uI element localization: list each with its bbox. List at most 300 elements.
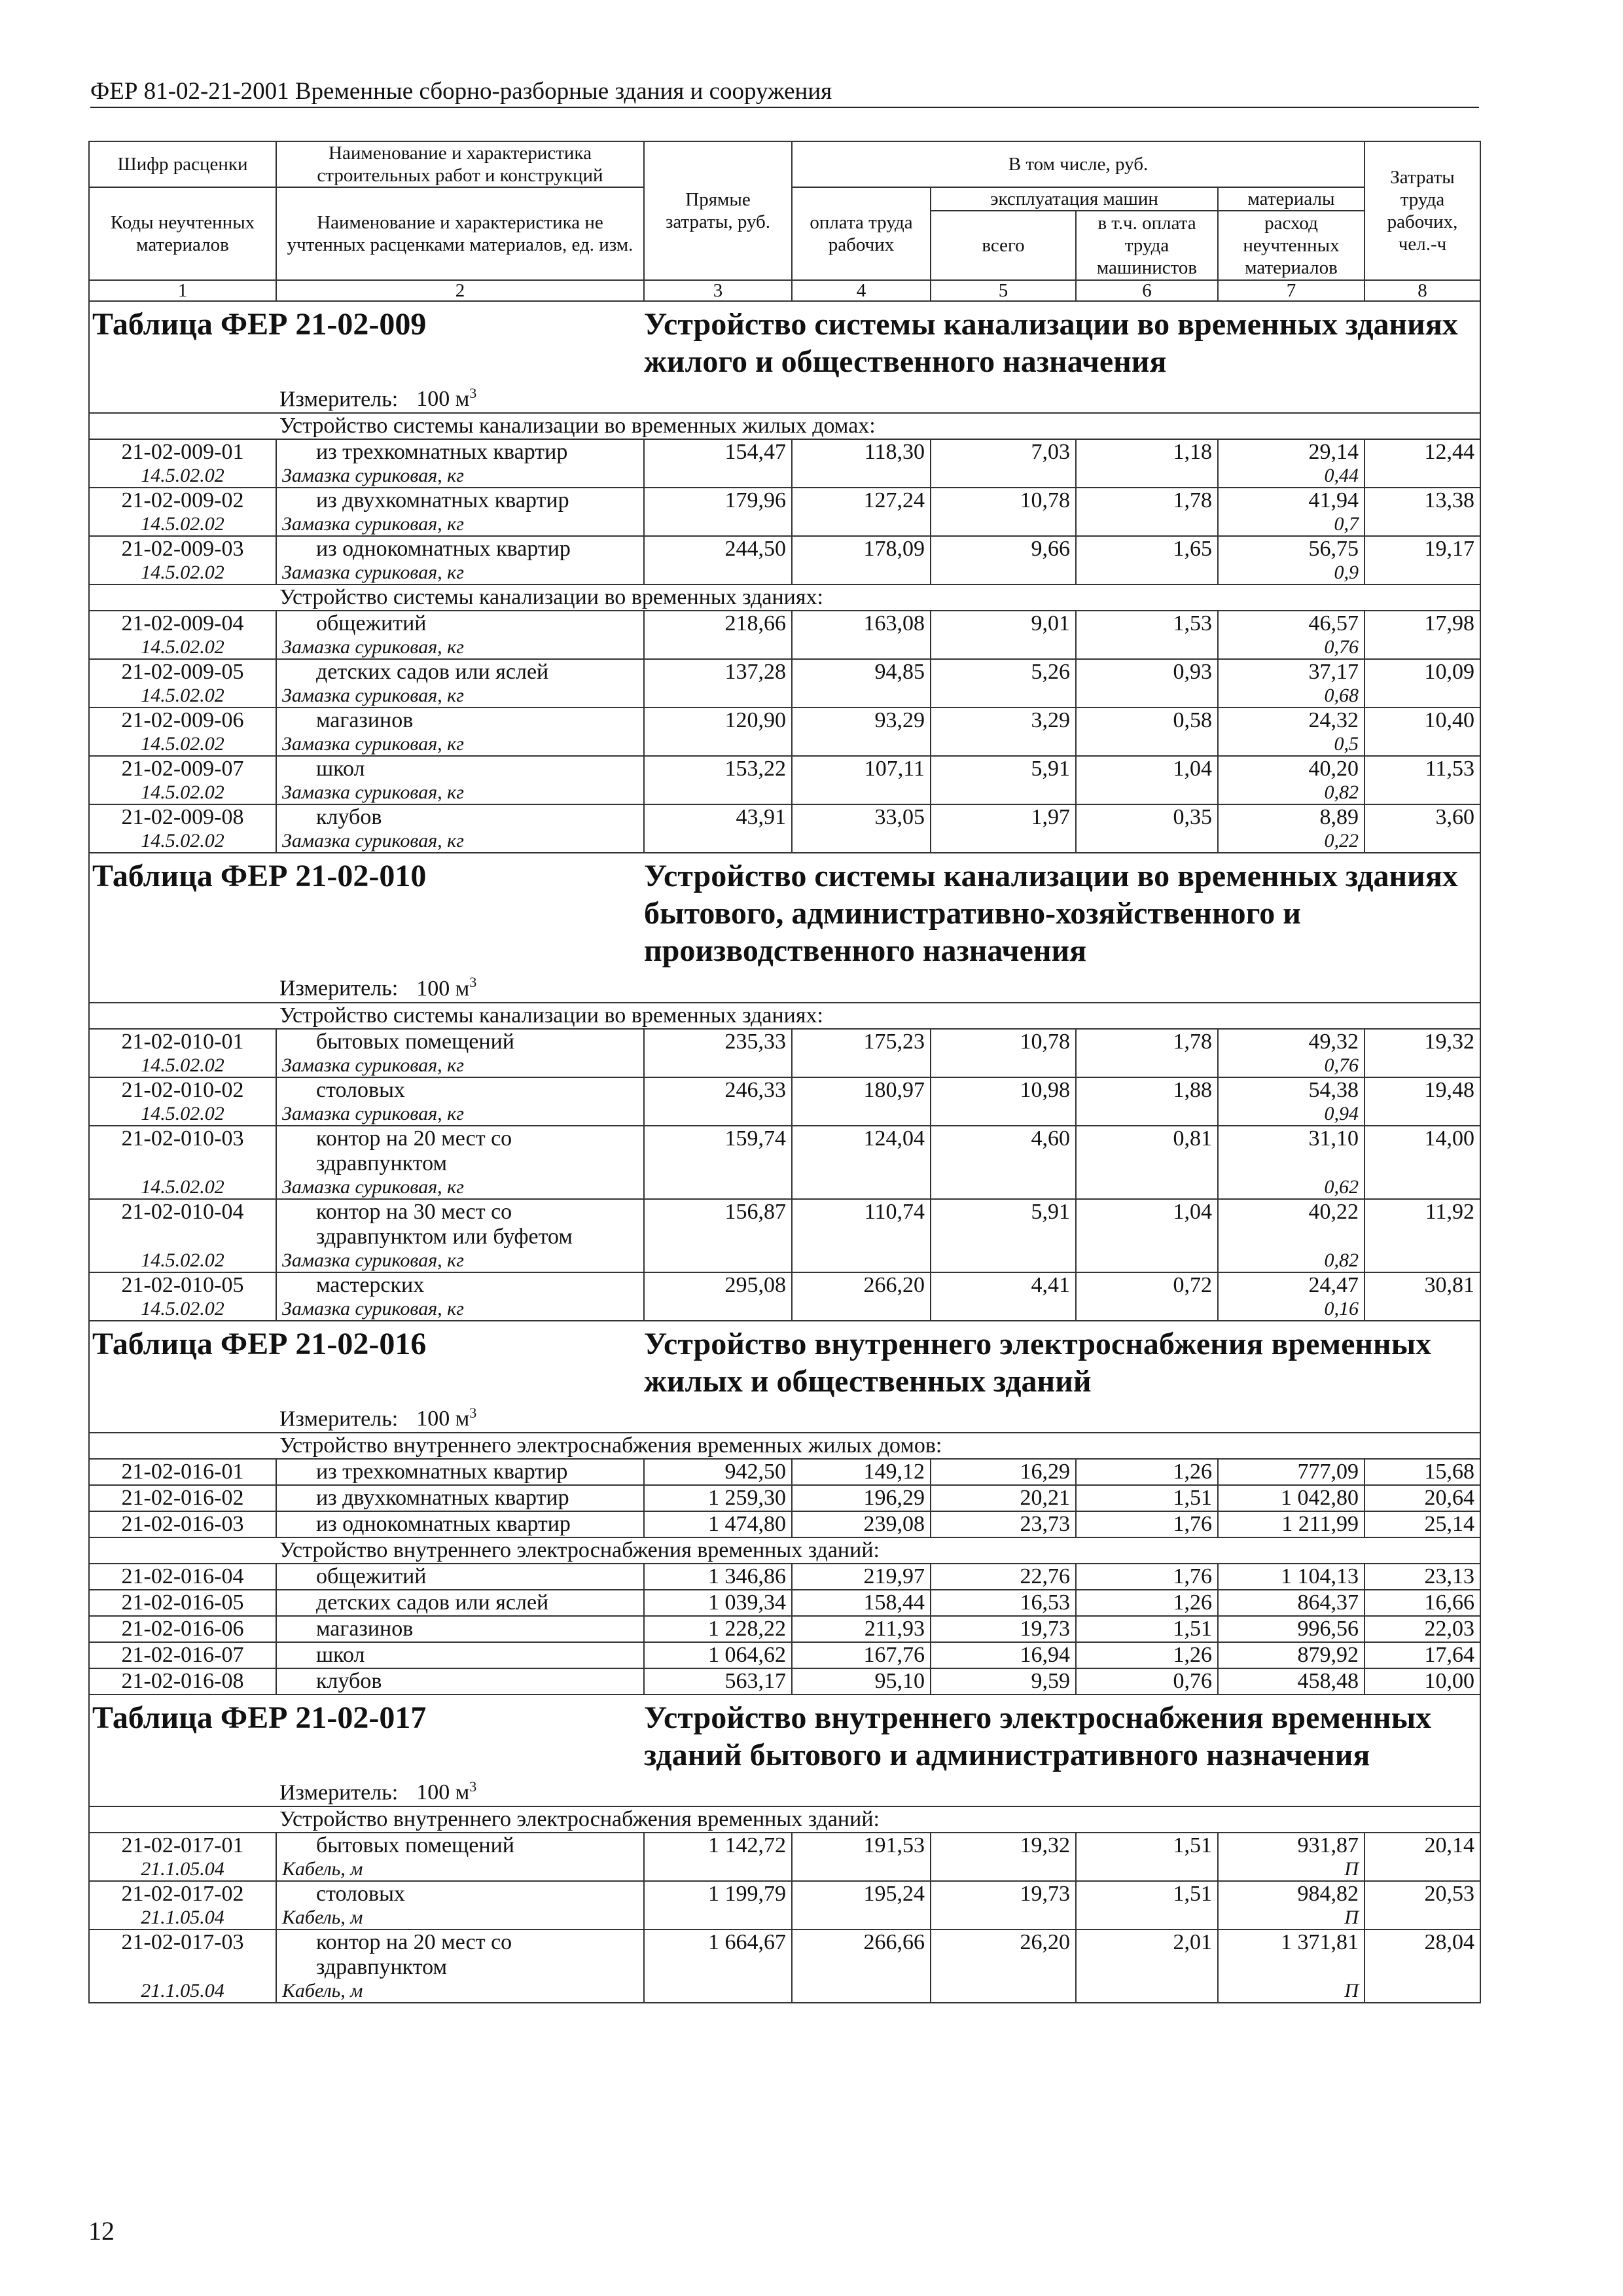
table-row bbox=[89, 1564, 1480, 1590]
material-qty: 0,76 bbox=[1218, 1054, 1364, 1077]
work-name: магазинов bbox=[276, 1616, 644, 1642]
empty-cell bbox=[931, 1249, 1076, 1272]
empty-cell bbox=[644, 685, 792, 708]
table-row bbox=[89, 1485, 1480, 1511]
empty-cell bbox=[931, 1298, 1076, 1321]
measure-value: 100 м bbox=[416, 387, 470, 412]
rate-code: 21-02-016-03 bbox=[89, 1511, 276, 1537]
labor-hours: 3,60 bbox=[1364, 804, 1480, 830]
col-num: 7 bbox=[1218, 280, 1364, 301]
direct-costs: 295,08 bbox=[644, 1272, 792, 1298]
material-qty: 0,76 bbox=[1218, 636, 1364, 659]
machines-total: 9,59 bbox=[931, 1668, 1076, 1695]
table-row bbox=[89, 1590, 1480, 1616]
labor-hours: 13,38 bbox=[1364, 488, 1480, 513]
labor-pay: 266,20 bbox=[792, 1272, 931, 1298]
materials-cost: 24,47 bbox=[1218, 1272, 1364, 1298]
empty-cell bbox=[1076, 636, 1218, 659]
labor-pay: 178,09 bbox=[792, 536, 931, 562]
measure-cell bbox=[89, 1400, 1480, 1433]
empty-cell bbox=[792, 1054, 931, 1077]
direct-costs: 244,50 bbox=[644, 536, 792, 562]
material-qty: П bbox=[1218, 1907, 1364, 1929]
material-name: Замазка суриковая, кг bbox=[276, 1054, 644, 1077]
measure-value: 100 м bbox=[416, 1780, 470, 1805]
table-title: Устройство внутреннего электроснабжения временных жилых и общественных зданий bbox=[644, 1321, 1480, 1400]
empty-cell bbox=[931, 830, 1076, 853]
work-name: бытовых помещений bbox=[276, 1029, 644, 1054]
labor-hours: 20,64 bbox=[1364, 1485, 1480, 1511]
table-row bbox=[89, 1881, 1480, 1907]
head-code: Шифр расценки bbox=[89, 141, 276, 187]
empty-cell bbox=[792, 1176, 931, 1199]
table-title-row bbox=[89, 1321, 1480, 1400]
empty-cell bbox=[644, 1176, 792, 1199]
table-row bbox=[89, 1511, 1480, 1537]
empty-cell bbox=[644, 1054, 792, 1077]
empty-cell bbox=[792, 513, 931, 536]
labor-hours: 15,68 bbox=[1364, 1459, 1480, 1485]
machines-total: 5,91 bbox=[931, 1199, 1076, 1249]
empty-cell bbox=[1076, 1298, 1218, 1321]
rate-code: 21-02-010-02 bbox=[89, 1077, 276, 1103]
material-code: 14.5.02.02 bbox=[89, 513, 276, 536]
empty-cell bbox=[792, 733, 931, 756]
materials-cost: 37,17 bbox=[1218, 659, 1364, 685]
materials-cost: 1 104,13 bbox=[1218, 1564, 1364, 1590]
labor-pay: 127,24 bbox=[792, 488, 931, 513]
direct-costs: 1 474,80 bbox=[644, 1511, 792, 1537]
material-name: Замазка суриковая, кг bbox=[276, 1298, 644, 1321]
empty-cell bbox=[1364, 733, 1480, 756]
material-name: Замазка суриковая, кг bbox=[276, 562, 644, 584]
machines-total: 16,53 bbox=[931, 1590, 1076, 1616]
machines-total: 22,76 bbox=[931, 1564, 1076, 1590]
empty-cell bbox=[792, 562, 931, 584]
table-row bbox=[89, 611, 1480, 636]
direct-costs: 1 199,79 bbox=[644, 1881, 792, 1907]
col-num: 3 bbox=[644, 280, 792, 301]
col-num: 1 bbox=[89, 280, 276, 301]
machinist-pay: 1,04 bbox=[1076, 756, 1218, 781]
direct-costs: 246,33 bbox=[644, 1077, 792, 1103]
machines-total: 3,29 bbox=[931, 708, 1076, 733]
work-name: детских садов или яслей bbox=[276, 1590, 644, 1616]
work-name: контор на 20 мест со здравпунктом bbox=[276, 1126, 644, 1176]
section-title: Устройство системы канализации во временных зданиях: bbox=[89, 1003, 1480, 1029]
measure-sup: 3 bbox=[469, 974, 477, 991]
direct-costs: 120,90 bbox=[644, 708, 792, 733]
labor-pay: 163,08 bbox=[792, 611, 931, 636]
head-hours: Затраты труда рабочих, чел.-ч bbox=[1364, 141, 1480, 280]
materials-cost: 1 042,80 bbox=[1218, 1485, 1364, 1511]
labor-hours: 10,00 bbox=[1364, 1668, 1480, 1695]
material-qty: 0,68 bbox=[1218, 685, 1364, 708]
empty-cell bbox=[1364, 562, 1480, 584]
section-row bbox=[89, 584, 1480, 611]
labor-pay: 95,10 bbox=[792, 1668, 931, 1695]
section-row bbox=[89, 1003, 1480, 1029]
material-name: Замазка суриковая, кг bbox=[276, 830, 644, 853]
work-name: из двухкомнатных квартир bbox=[276, 488, 644, 513]
labor-pay: 196,29 bbox=[792, 1485, 931, 1511]
material-qty: 0,94 bbox=[1218, 1103, 1364, 1126]
head-mat-qty: расход неучтенных материалов bbox=[1218, 211, 1364, 280]
measure-label: Измеритель: bbox=[279, 1780, 399, 1805]
table-title-row bbox=[89, 1695, 1480, 1774]
materials-cost: 31,10 bbox=[1218, 1126, 1364, 1176]
measure-cell bbox=[89, 1774, 1480, 1806]
table-code: Таблица ФЕР 21-02-009 bbox=[89, 301, 644, 380]
empty-cell bbox=[1364, 1103, 1480, 1126]
empty-cell bbox=[931, 1103, 1076, 1126]
measure-label: Измеритель: bbox=[279, 387, 399, 412]
table-row bbox=[89, 708, 1480, 733]
direct-costs: 154,47 bbox=[644, 439, 792, 465]
empty-cell bbox=[1076, 685, 1218, 708]
work-name: контор на 30 мест со здравпунктом или буфетом bbox=[276, 1199, 644, 1249]
empty-cell bbox=[931, 513, 1076, 536]
rate-code: 21-02-016-04 bbox=[89, 1564, 276, 1590]
machines-total: 9,66 bbox=[931, 536, 1076, 562]
work-name: из однокомнатных квартир bbox=[276, 1511, 644, 1537]
direct-costs: 1 346,86 bbox=[644, 1564, 792, 1590]
empty-cell bbox=[644, 562, 792, 584]
empty-cell bbox=[644, 830, 792, 853]
head-group: В том числе, руб. bbox=[792, 141, 1364, 187]
direct-costs: 179,96 bbox=[644, 488, 792, 513]
machinist-pay: 1,51 bbox=[1076, 1833, 1218, 1858]
measure-row bbox=[89, 380, 1480, 413]
material-code: 14.5.02.02 bbox=[89, 562, 276, 584]
material-name: Замазка суриковая, кг bbox=[276, 1176, 644, 1199]
head-direct: Прямые затраты, руб. bbox=[644, 141, 792, 280]
labor-pay: 180,97 bbox=[792, 1077, 931, 1103]
measure-row bbox=[89, 1400, 1480, 1433]
table-row bbox=[89, 1199, 1480, 1249]
page-number: 12 bbox=[88, 2216, 115, 2246]
machinist-pay: 0,58 bbox=[1076, 708, 1218, 733]
labor-hours: 12,44 bbox=[1364, 439, 1480, 465]
rate-code: 21-02-009-01 bbox=[89, 439, 276, 465]
head-mach-labor: в т.ч. оплата труда машинистов bbox=[1076, 211, 1218, 280]
work-name: школ bbox=[276, 1642, 644, 1668]
machinist-pay: 1,51 bbox=[1076, 1616, 1218, 1642]
material-row bbox=[89, 1907, 1480, 1929]
table-row bbox=[89, 1029, 1480, 1054]
labor-hours: 17,98 bbox=[1364, 611, 1480, 636]
empty-cell bbox=[1364, 465, 1480, 488]
table-title: Устройство системы канализации во временных зданиях бытового, административно-хозяйственного и производственного назначения bbox=[644, 853, 1480, 969]
work-name: школ bbox=[276, 756, 644, 781]
machines-total: 16,29 bbox=[931, 1459, 1076, 1485]
empty-cell bbox=[792, 1858, 931, 1881]
material-row bbox=[89, 465, 1480, 488]
measure-row bbox=[89, 969, 1480, 1002]
materials-cost: 24,32 bbox=[1218, 708, 1364, 733]
empty-cell bbox=[931, 562, 1076, 584]
measure-cell bbox=[89, 380, 1480, 413]
work-name: клубов bbox=[276, 1668, 644, 1695]
direct-costs: 1 064,62 bbox=[644, 1642, 792, 1668]
labor-hours: 19,48 bbox=[1364, 1077, 1480, 1103]
table-row bbox=[89, 804, 1480, 830]
head-row-1 bbox=[89, 141, 1480, 187]
rate-code: 21-02-017-01 bbox=[89, 1833, 276, 1858]
material-name: Кабель, м bbox=[276, 1858, 644, 1881]
material-code: 14.5.02.02 bbox=[89, 465, 276, 488]
rate-code: 21-02-010-04 bbox=[89, 1199, 276, 1249]
labor-pay: 124,04 bbox=[792, 1126, 931, 1176]
labor-pay: 149,12 bbox=[792, 1459, 931, 1485]
machines-total: 20,21 bbox=[931, 1485, 1076, 1511]
table-row bbox=[89, 1126, 1480, 1176]
materials-cost: 1 211,99 bbox=[1218, 1511, 1364, 1537]
machinist-pay: 1,88 bbox=[1076, 1077, 1218, 1103]
rate-code: 21-02-017-02 bbox=[89, 1881, 276, 1907]
materials-cost: 8,89 bbox=[1218, 804, 1364, 830]
machines-total: 10,78 bbox=[931, 1029, 1076, 1054]
material-name: Замазка суриковая, кг bbox=[276, 733, 644, 756]
table-row bbox=[89, 1459, 1480, 1485]
work-name: из трехкомнатных квартир bbox=[276, 1459, 644, 1485]
machines-total: 1,97 bbox=[931, 804, 1076, 830]
labor-hours: 19,32 bbox=[1364, 1029, 1480, 1054]
material-code: 14.5.02.02 bbox=[89, 636, 276, 659]
labor-hours: 23,13 bbox=[1364, 1564, 1480, 1590]
machines-total: 4,60 bbox=[931, 1126, 1076, 1176]
head-materials: материалы bbox=[1218, 187, 1364, 211]
work-name: столовых bbox=[276, 1881, 644, 1907]
materials-cost: 931,87 bbox=[1218, 1833, 1364, 1858]
col-num: 4 bbox=[792, 280, 931, 301]
table-code: Таблица ФЕР 21-02-010 bbox=[89, 853, 644, 969]
work-name: бытовых помещений bbox=[276, 1833, 644, 1858]
machinist-pay: 1,26 bbox=[1076, 1590, 1218, 1616]
empty-cell bbox=[1076, 1103, 1218, 1126]
material-name: Замазка суриковая, кг bbox=[276, 1103, 644, 1126]
machinist-pay: 1,78 bbox=[1076, 1029, 1218, 1054]
labor-pay: 93,29 bbox=[792, 708, 931, 733]
col-num: 5 bbox=[931, 280, 1076, 301]
empty-cell bbox=[644, 1980, 792, 2003]
empty-cell bbox=[931, 1907, 1076, 1929]
machinist-pay: 0,93 bbox=[1076, 659, 1218, 685]
materials-cost: 984,82 bbox=[1218, 1881, 1364, 1907]
material-code: 14.5.02.02 bbox=[89, 781, 276, 804]
table-row bbox=[89, 1929, 1480, 1980]
materials-cost: 40,20 bbox=[1218, 756, 1364, 781]
empty-cell bbox=[644, 513, 792, 536]
labor-pay: 211,93 bbox=[792, 1616, 931, 1642]
empty-cell bbox=[644, 733, 792, 756]
material-qty: 0,5 bbox=[1218, 733, 1364, 756]
machinist-pay: 1,51 bbox=[1076, 1881, 1218, 1907]
machinist-pay: 0,81 bbox=[1076, 1126, 1218, 1176]
head-mach-total: всего bbox=[931, 211, 1076, 280]
table-row bbox=[89, 488, 1480, 513]
machinist-pay: 1,04 bbox=[1076, 1199, 1218, 1249]
labor-hours: 10,40 bbox=[1364, 708, 1480, 733]
empty-cell bbox=[1076, 830, 1218, 853]
empty-cell bbox=[1364, 1907, 1480, 1929]
material-row bbox=[89, 513, 1480, 536]
work-name: из трехкомнатных квартир bbox=[276, 439, 644, 465]
empty-cell bbox=[792, 1249, 931, 1272]
work-name: общежитий bbox=[276, 1564, 644, 1590]
rate-code: 21-02-017-03 bbox=[89, 1929, 276, 1980]
rate-code: 21-02-016-08 bbox=[89, 1668, 276, 1695]
empty-cell bbox=[1364, 1176, 1480, 1199]
empty-cell bbox=[1364, 1054, 1480, 1077]
empty-cell bbox=[644, 1249, 792, 1272]
material-name: Кабель, м bbox=[276, 1980, 644, 2003]
work-name: из двухкомнатных квартир bbox=[276, 1485, 644, 1511]
materials-cost: 458,48 bbox=[1218, 1668, 1364, 1695]
empty-cell bbox=[1076, 733, 1218, 756]
material-row bbox=[89, 562, 1480, 584]
measure-value: 100 м bbox=[416, 976, 470, 1001]
rate-code: 21-02-009-06 bbox=[89, 708, 276, 733]
material-row bbox=[89, 685, 1480, 708]
empty-cell bbox=[792, 1907, 931, 1929]
material-name: Замазка суриковая, кг bbox=[276, 685, 644, 708]
machinist-pay: 1,51 bbox=[1076, 1485, 1218, 1511]
material-row bbox=[89, 830, 1480, 853]
materials-cost: 40,22 bbox=[1218, 1199, 1364, 1249]
rate-code: 21-02-016-01 bbox=[89, 1459, 276, 1485]
material-row bbox=[89, 1054, 1480, 1077]
material-code: 21.1.05.04 bbox=[89, 1858, 276, 1881]
table-code: Таблица ФЕР 21-02-016 bbox=[89, 1321, 644, 1400]
rate-code: 21-02-009-04 bbox=[89, 611, 276, 636]
material-name: Замазка суриковая, кг bbox=[276, 1249, 644, 1272]
empty-cell bbox=[644, 1858, 792, 1881]
machines-total: 19,73 bbox=[931, 1616, 1076, 1642]
labor-hours: 20,53 bbox=[1364, 1881, 1480, 1907]
labor-pay: 107,11 bbox=[792, 756, 931, 781]
labor-hours: 20,14 bbox=[1364, 1833, 1480, 1858]
rate-code: 21-02-016-02 bbox=[89, 1485, 276, 1511]
labor-hours: 19,17 bbox=[1364, 536, 1480, 562]
material-code: 14.5.02.02 bbox=[89, 1054, 276, 1077]
material-qty: 0,62 bbox=[1218, 1176, 1364, 1199]
machinist-pay: 1,76 bbox=[1076, 1564, 1218, 1590]
rate-code: 21-02-010-03 bbox=[89, 1126, 276, 1176]
empty-cell bbox=[1364, 685, 1480, 708]
section-row bbox=[89, 1433, 1480, 1459]
direct-costs: 1 142,72 bbox=[644, 1833, 792, 1858]
measure-row bbox=[89, 1774, 1480, 1806]
section-title: Устройство внутреннего электроснабжения временных зданий: bbox=[89, 1537, 1480, 1564]
table-row bbox=[89, 439, 1480, 465]
col-num: 8 bbox=[1364, 280, 1480, 301]
materials-cost: 41,94 bbox=[1218, 488, 1364, 513]
direct-costs: 563,17 bbox=[644, 1668, 792, 1695]
table-row bbox=[89, 1642, 1480, 1668]
empty-cell bbox=[792, 685, 931, 708]
empty-cell bbox=[644, 1103, 792, 1126]
machinist-pay: 0,35 bbox=[1076, 804, 1218, 830]
section-row bbox=[89, 413, 1480, 439]
table-row bbox=[89, 1833, 1480, 1858]
empty-cell bbox=[644, 1907, 792, 1929]
table-title-row bbox=[89, 301, 1480, 380]
empty-cell bbox=[1364, 781, 1480, 804]
head-machines: эксплуатация машин bbox=[931, 187, 1218, 211]
labor-hours: 30,81 bbox=[1364, 1272, 1480, 1298]
rate-code: 21-02-009-03 bbox=[89, 536, 276, 562]
machines-total: 23,73 bbox=[931, 1511, 1076, 1537]
material-code: 21.1.05.04 bbox=[89, 1907, 276, 1929]
material-code: 14.5.02.02 bbox=[89, 733, 276, 756]
work-name: мастерских bbox=[276, 1272, 644, 1298]
empty-cell bbox=[1076, 1054, 1218, 1077]
section-row bbox=[89, 1537, 1480, 1564]
head-labor: оплата труда рабочих bbox=[792, 187, 931, 280]
measure-label: Измеритель: bbox=[279, 976, 399, 1001]
material-row bbox=[89, 636, 1480, 659]
direct-costs: 1 664,67 bbox=[644, 1929, 792, 1980]
machinist-pay: 1,26 bbox=[1076, 1459, 1218, 1485]
rate-code: 21-02-016-06 bbox=[89, 1616, 276, 1642]
empty-cell bbox=[1076, 562, 1218, 584]
table-row bbox=[89, 1077, 1480, 1103]
empty-cell bbox=[1076, 1249, 1218, 1272]
empty-cell bbox=[1364, 1980, 1480, 2003]
machines-total: 16,94 bbox=[931, 1642, 1076, 1668]
labor-pay: 195,24 bbox=[792, 1881, 931, 1907]
empty-cell bbox=[931, 733, 1076, 756]
labor-pay: 94,85 bbox=[792, 659, 931, 685]
table-row bbox=[89, 1668, 1480, 1695]
direct-costs: 156,87 bbox=[644, 1199, 792, 1249]
rate-code: 21-02-016-07 bbox=[89, 1642, 276, 1668]
empty-cell bbox=[1364, 830, 1480, 853]
machines-total: 7,03 bbox=[931, 439, 1076, 465]
labor-pay: 118,30 bbox=[792, 439, 931, 465]
rate-code: 21-02-009-07 bbox=[89, 756, 276, 781]
material-qty: П bbox=[1218, 1980, 1364, 2003]
measure-sup: 3 bbox=[469, 1404, 477, 1421]
empty-cell bbox=[1364, 513, 1480, 536]
empty-cell bbox=[1364, 1249, 1480, 1272]
material-code: 14.5.02.02 bbox=[89, 830, 276, 853]
work-name: магазинов bbox=[276, 708, 644, 733]
labor-pay: 110,74 bbox=[792, 1199, 931, 1249]
materials-cost: 879,92 bbox=[1218, 1642, 1364, 1668]
table-title: Устройство внутреннего электроснабжения временных зданий бытового и административного назначения bbox=[644, 1695, 1480, 1774]
direct-costs: 1 228,22 bbox=[644, 1616, 792, 1642]
section-title: Устройство внутреннего электроснабжения временных жилых домов: bbox=[89, 1433, 1480, 1459]
material-name: Замазка суриковая, кг bbox=[276, 636, 644, 659]
rate-code: 21-02-009-02 bbox=[89, 488, 276, 513]
labor-hours: 22,03 bbox=[1364, 1616, 1480, 1642]
material-qty: 0,82 bbox=[1218, 1249, 1364, 1272]
direct-costs: 235,33 bbox=[644, 1029, 792, 1054]
machines-total: 19,73 bbox=[931, 1881, 1076, 1907]
labor-hours: 16,66 bbox=[1364, 1590, 1480, 1616]
labor-pay: 167,76 bbox=[792, 1642, 931, 1668]
empty-cell bbox=[1076, 1907, 1218, 1929]
direct-costs: 159,74 bbox=[644, 1126, 792, 1176]
empty-cell bbox=[792, 465, 931, 488]
empty-cell bbox=[931, 1176, 1076, 1199]
material-code: 14.5.02.02 bbox=[89, 1298, 276, 1321]
work-name: из однокомнатных квартир bbox=[276, 536, 644, 562]
empty-cell bbox=[931, 781, 1076, 804]
materials-cost: 777,09 bbox=[1218, 1459, 1364, 1485]
